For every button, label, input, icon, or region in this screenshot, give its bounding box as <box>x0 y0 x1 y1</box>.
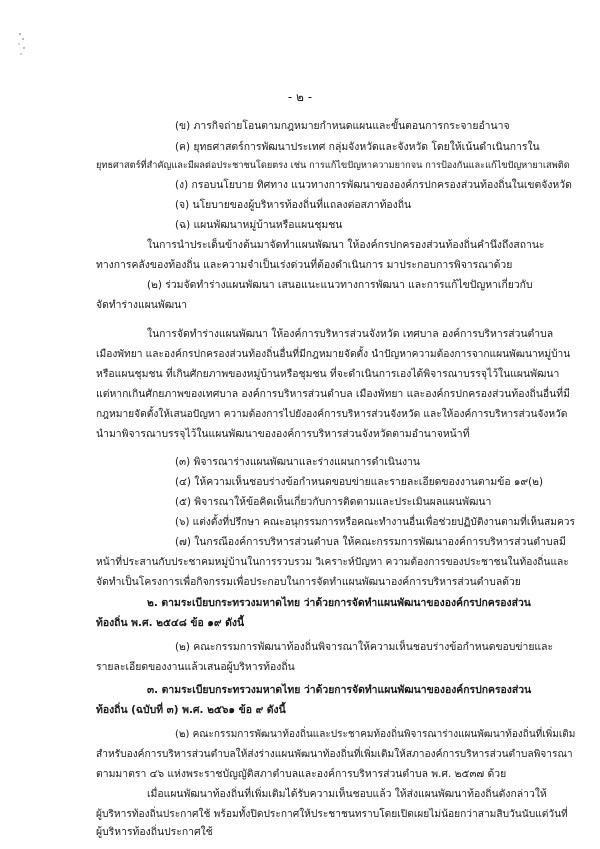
text-line: (๒) คณะกรรมการพัฒนาท้องถิ่นพิจารณาให้ความเห็นชอบร่างข้อกำหนดขอบข่ายและ <box>175 641 554 653</box>
text-line: ผู้บริหารท้องถิ่นประกาศใช้ พร้อมทั้งปิดประกาศให้ประชาชนทราบโดยเปิดเผยไม่น้อยกว่าสามสิบวันนับแต่วันที่ <box>96 809 568 820</box>
text-line: ผู้บริหารท้องถิ่นประกาศใช้ <box>96 826 213 838</box>
scan-artifact-dots <box>14 30 34 60</box>
text-line: (ค) ยุทธศาสตร์การพัฒนาประเทศ กลุ่มจังหวัดและจังหวัด โดยให้เน้นดำเนินการใน <box>175 141 540 153</box>
text-line: (ง) กรอบนโยบาย ทิศทาง แนวทางการพัฒนาขององค์กรปกครองส่วนท้องถิ่นในเขตจังหวัด <box>175 179 572 191</box>
section-heading: ท้องถิ่น (ฉบับที่ ๓) พ.ศ. ๒๕๖๑ ข้อ ๙ ดังนี้ <box>96 704 286 716</box>
page-number: - ๒ - <box>287 90 313 104</box>
text-line: นำมาพิจารณาบรรจุไว้ในแผนพัฒนาขององค์การบริหารส่วนจังหวัดตามอำนาจหน้าที่ <box>96 428 470 440</box>
text-line: สำหรับองค์การบริหารส่วนตำบลให้ส่งร่างแผนพัฒนาท้องถิ่นที่เพิ่มเติมให้สภาองค์การบริหารส่วนตำบลพิจารณา <box>96 749 573 760</box>
section-heading: ท้องถิ่น พ.ศ. ๒๕๔๘ ข้อ ๑๙ ดังนี้ <box>96 617 245 629</box>
text-line: (จ) นโยบายของผู้บริหารท้องถิ่นที่แถลงต่อสภาท้องถิ่น <box>175 199 412 211</box>
text-line: (ฉ) แผนพัฒนาหมู่บ้านหรือแผนชุมชน <box>175 219 343 231</box>
text-line: จัดทำร่างแผนพัฒนา <box>96 299 188 311</box>
text-line: ทางการคลังของท้องถิ่น และความจำเป็นเร่งด่วนที่ต้องดำเนินการ มาประกอบการพิจารณาด้วย <box>96 259 513 271</box>
section-heading: ๒. ตามระเบียบกระทรวงมหาดไทย ว่าด้วยการจัดทำแผนพัฒนาขององค์กรปกครองส่วน <box>147 597 531 609</box>
text-line: กฎหมายจัดตั้งให้เสนอปัญหา ความต้องการไปยังองค์การบริหารส่วนจังหวัด และให้องค์การบริหารส่วนจังหวัด <box>96 409 568 420</box>
text-line: ตามมาตรา ๔๖ แห่งพระราชบัญญัติสภาตำบลและองค์การบริหารส่วนตำบล พ.ศ. ๒๕๓๗ ด้วย <box>96 768 507 780</box>
section-heading: ๓. ตามระเบียบกระทรวงมหาดไทย ว่าด้วยการจัดทำแผนพัฒนาขององค์กรปกครองส่วน <box>147 684 532 696</box>
text-line: (๕) พิจารณาให้ข้อคิดเห็นเกี่ยวกับการติดตามและประเมินผลแผนพัฒนา <box>175 496 492 508</box>
text-line: แต่หากเกินศักยภาพของเทศบาล องค์การบริหารส่วนตำบล เมืองพัทยา และองค์กรปกครองส่วนท้องถิ่นอื่นที่มี <box>96 388 570 400</box>
text-line: ยุทธศาสตร์ที่สำคัญและมีผลต่อประชาชนโดยตรง เช่น การแก้ไขปัญหาความยากจน การป้องกันและแก้ไขปัญหายาเสพติด <box>96 160 570 171</box>
text-line: เมืองพัทยา และองค์กรปกครองส่วนท้องถิ่นอื่นที่มีกฎหมายจัดตั้ง นำปัญหาความต้องการจากแผนพัฒนาหมู่บ้าน <box>96 349 571 360</box>
text-line: ในการจัดทำร่างแผนพัฒนา ให้องค์การบริหารส่วนจังหวัด เทศบาล องค์การบริหารส่วนตำบล <box>147 328 554 340</box>
text-line: จัดทำเป็นโครงการเพื่อกิจกรรมเพื่อประกอบในการจัดทำแผนพัฒนาองค์การบริหารส่วนตำบลด้วย <box>96 576 521 588</box>
text-line: (๓) พิจารณาร่างแผนพัฒนาและร่างแผนการดำเนินงาน <box>175 456 420 468</box>
text-line: ในการนำประเด็นข้างต้นมาจัดทำแผนพัฒนา ให้องค์กรปกครองส่วนท้องถิ่นคำนึงถึงสถานะ <box>147 239 545 251</box>
text-line: (๒) คณะกรรมการพัฒนาท้องถิ่นและประชาคมท้องถิ่นพิจารณาร่างแผนพัฒนาท้องถิ่นที่เพิ่มเติม <box>175 729 576 740</box>
text-line: (๗) ในกรณีองค์การบริหารส่วนตำบล ให้คณะกรรมการพัฒนาองค์การบริหารส่วนตำบลมี <box>175 536 566 548</box>
text-line: (ข) ภารกิจถ่ายโอนตามกฎหมายกำหนดแผนและขั้นตอนการกระจายอำนาจ <box>175 120 510 132</box>
text-line: หรือแผนชุมชน ที่เกินศักยภาพของหมู่บ้านหรือชุมชน ที่จะดำเนินการเองได้พิจารณาบรรจุไว้ในแผนพัฒนา <box>96 368 560 380</box>
text-line: หน้าที่ประสานกับประชาคมหมู่บ้านในการรวบรวม วิเคราะห์ปัญหา ความต้องการของประชาชนในท้องถิ่นและ <box>96 557 569 568</box>
text-line: (๖) แต่งตั้งที่ปรึกษา คณะอนุกรรมการหรือคณะทำงานอื่นเพื่อช่วยปฏิบัติงานตามที่เห็นสมควร <box>175 517 575 528</box>
text-line: รายละเอียดของงานแล้วเสนอผู้บริหารท้องถิ่น <box>96 661 295 673</box>
text-line: (๔) ให้ความเห็นชอบร่างข้อกำหนดขอบข่ายและรายละเอียดของงานตามข้อ ๑๙(๒) <box>175 476 544 488</box>
text-line: เมื่อแผนพัฒนาท้องถิ่นที่เพิ่มเติมได้รับความเห็นชอบแล้ว ให้ส่งแผนพัฒนาท้องถิ่นดังกล่าวให้ <box>147 788 547 800</box>
text-line: (๒) ร่วมจัดทำร่างแผนพัฒนา เสนอแนะแนวทางการพัฒนา และการแก้ไขปัญหาเกี่ยวกับ <box>147 279 533 291</box>
